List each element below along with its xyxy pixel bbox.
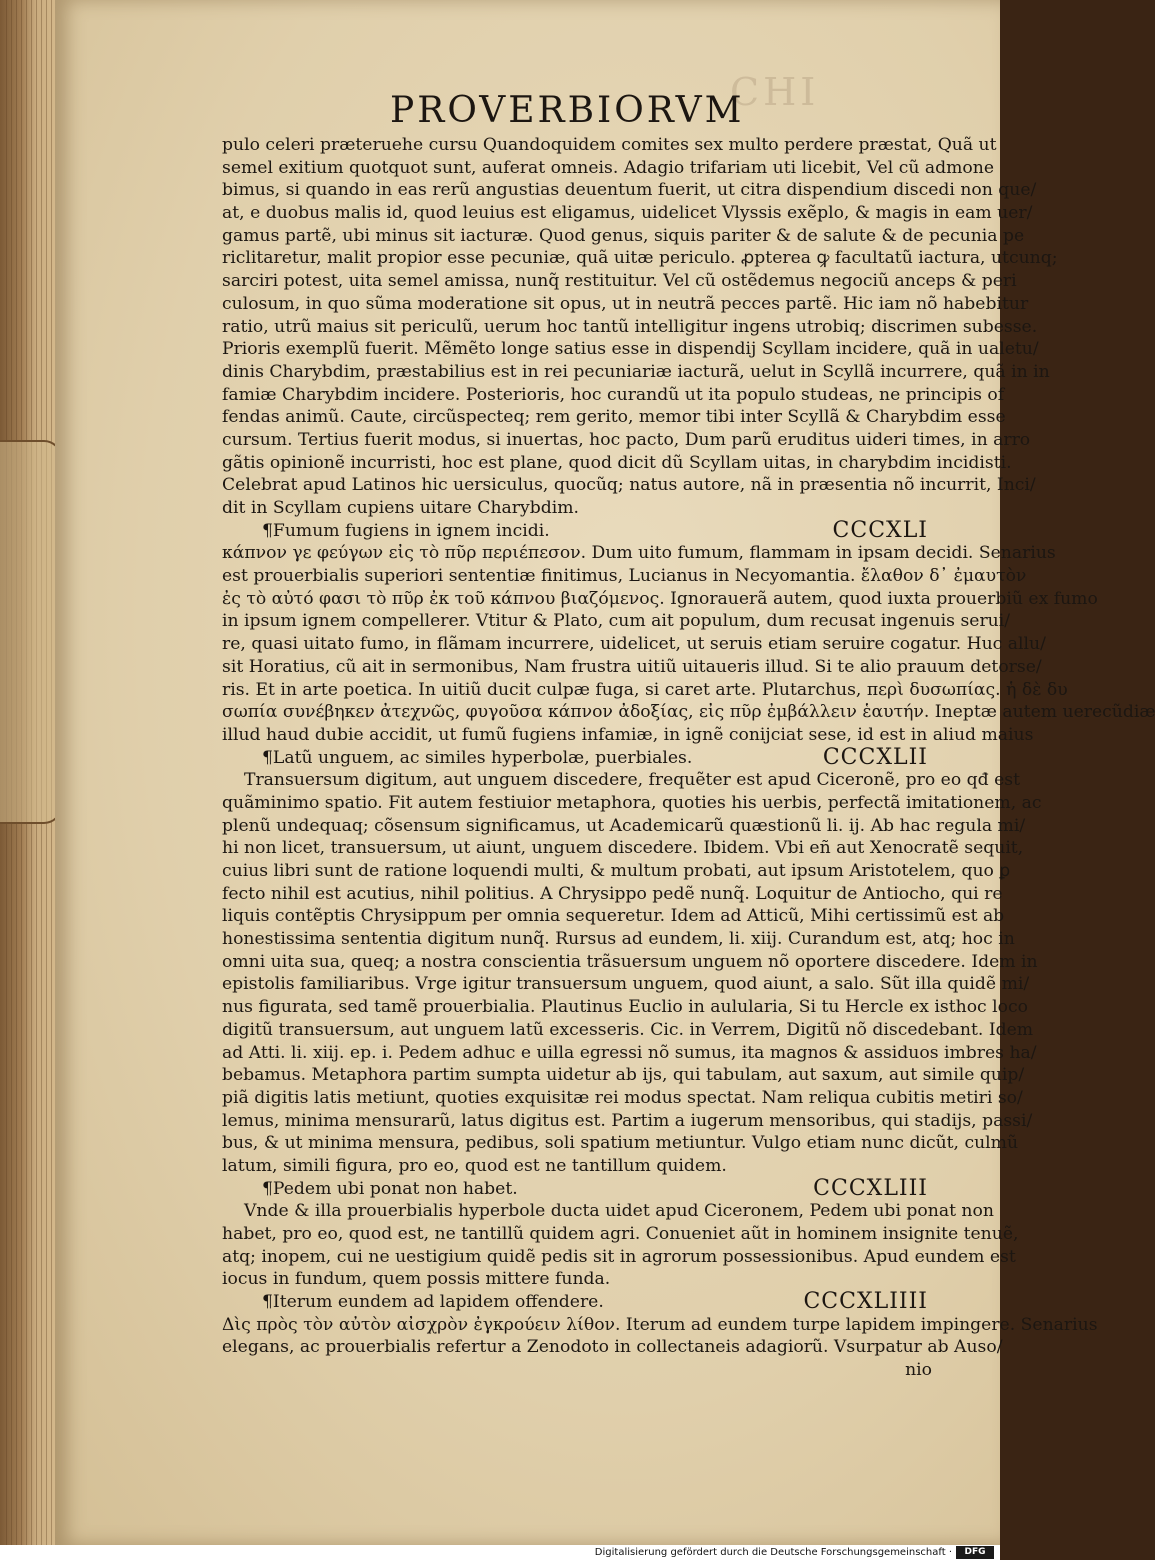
text-line: Transuersum digitum, aut unguem discedere, frequẽter est apud Ciceronẽ, pro eo qđ est [244,770,1021,791]
text-line: piã digitis latis metiunt, quoties exquisitæ rei modus spectat. Nam reliqua cubitis metiri so/ [222,1087,1023,1108]
text-line: ad Atti. li. xiij. ep. i. Pedem adhuc e uilla egressi nõ sumus, ita magnos & assiduos imbres ha/ [222,1042,1037,1063]
body-text [222,134,1155,1382]
dfg-logo: DFG [956,1546,994,1559]
text-line: bebamus. Metaphora partim sumpta uidetur ab ijs, qui tabulam, aut saxum, aut simile quip/ [222,1065,1025,1086]
text-line: sit Horatius, cũ ait in sermonibus, Nam frustra uitiũ uitaueris illud. Si te alio prauum detorse/ [222,656,1042,677]
text-line: quãminimo spatio. Fit autem festiuior metaphora, quoties his uerbis, perfectã imitationem, ac [222,792,1042,813]
text-line: Celebrat apud Latinos hic uersiculus, quocũq; natus autore, nã in præsentia nõ incurrit, Inci/ [222,475,1036,496]
text-line: habet, pro eo, quod est, ne tantillũ quidem agri. Conueniet aũt in hominem insignite tenuẽ, [222,1224,1019,1244]
section-heading [222,1291,938,1314]
text-line: cuius libri sunt de ratione loquendi multi, & multum probati, aut ipsum Aristotelem, quo ꝑ [222,861,1011,881]
text-line: dinis Charybdim, præstabilius est in rei pecuniariæ iacturã, uelut in Scyllã incurrere, quã in in [222,361,1050,382]
text-line: elegans, ac prouerbialis refertur a Zenodoto in collectaneis adagiorũ. Vsurpatur ab Auso/ [222,1337,1003,1358]
text-line: nus figurata, sed tamẽ prouerbialia. Plautinus Euclio in aulularia, Si tu Hercle ex isthoc loco [222,997,1028,1018]
heading-title: ¶Pedem ubi ponat non habet. [262,1178,518,1199]
text-line: fecto nihil est acutius, nihil politius. A Chrysippo pedẽ nunq̃. Loquitur de Antiocho, qui re [222,883,1003,904]
text-line: iocus in fundum, quem possis mittere funda. [222,1269,611,1290]
adage-number: CCCXLI [832,517,928,543]
footer-credit: Digitalisierung gefördert durch die Deutsche Forschungsgemeinschaft · [594,1547,952,1558]
adage-number: CCCXLIII [813,1175,928,1201]
text-line: famiæ Charybdim incidere. Posterioris, hoc curandũ ut ita populo studeas, ne principis of [222,384,1005,405]
text-line: semel exitium quotquot sunt, auferat omneis. Adagio trifariam uti licebit, Vel cũ admone [222,157,994,178]
adage-number: CCCXLII [822,744,928,770]
text-line: liquis contẽptis Chrysippum per omnia sequeretur. Idem ad Atticũ, Mihi certissimũ est ab [222,906,1005,927]
text-line: est prouerbialis superiori sententiæ finitimus, Lucianus in Necyomantia. ἔλαθον δ᾽ ἐμαυτὸν [222,566,1027,587]
text-line: lemus, minima mensurarũ, latus digitus est. Partim a iugerum mensoribus, qui stadijs, passi/ [222,1110,1033,1131]
text-line: culosum, in quo sũma moderatione sit opus, ut in neutrã pecces partẽ. Hic iam nõ habebitur [222,293,1029,314]
text-line: Prioris exemplũ fuerit. Mẽmẽto longe satius esse in dispendij Scyllam incidere, quã in ualetu/ [222,339,1039,360]
heading-title: ¶Iterum eundem ad lapidem offendere. [262,1292,604,1313]
text-line: σωπία συνέβηκεν ἀτεχνῶς, φυγοῦσα κάπνον ἀδοξίας, εἰς πῦρ ἐμβάλλειν ἑαυτήν. Ineptæ autem uerecũdiæ [222,702,1155,723]
text-line: ris. Et in arte poetica. In uitiũ ducit culpæ fuga, si caret arte. Plutarchus, περὶ δυσωπίας. ἡ δὲ δυ [222,679,1068,700]
text-line: honestissima sententia digitum nunq̃. Rursus ad eundem, li. xiij. Curandum est, atq; hoc in [222,929,1015,950]
bleed-through-text: CHI [730,70,820,114]
text-line: pulo celeri præteruehe cursu Quandoquidem comites sex multo perdere præstat, Quã ut [222,135,997,155]
text-line: at, e duobus malis id, quod leuius est eligamus, uidelicet Vlyssis exẽplo, & magis in eam uer/ [222,203,1033,224]
text-line: ἐς τὸ αὐτό φασι τὸ πῦρ ἐκ τοῦ κάπνου βιαζόμενος. Ignorauerã autem, quod iuxta prouerbiũ ex fumo [222,588,1098,609]
catchword: nio [905,1360,932,1381]
section-heading [222,517,938,543]
text-line: omni uita sua, queq; a nostra conscientia trãsuersum unguem nõ oportere discedere. Idem in [222,951,1038,972]
page-tab-mark [0,440,62,824]
text-line: re, quasi uitato fumo, in flãmam incurrere, uidelicet, ut seruis etiam seruire cogatur. Huc allu/ [222,634,1046,655]
text-line: Δὶς πρὸς τὸν αὐτὸν αἰσχρὸν ἐγκρούειν λίθον. Iterum ad eundem turpe lapidem impingere. Senarius [222,1314,1098,1335]
heading-title: ¶Latũ unguem, ac similes hyperbolæ, puerbiales. [262,747,693,768]
text-line: hi non licet, transuersum, ut aiunt, unguem discedere. Ibidem. Vbi eñ aut Xenocratẽ sequit, [222,838,1024,859]
text-line: plenũ undequaq; cõsensum significamus, ut Academicarũ quæstionũ li. ij. Ab hac regula mi/ [222,815,1026,836]
text-line: epistolis familiaribus. Vrge igitur transuersum unguem, quod aiunt, a salo. Sũt illa quidẽ mi/ [222,974,1030,995]
text-line: fendas animũ. Caute, circũspecteq; rem gerito, memor tibi inter Scyllã & Charybdim esse [222,407,1006,428]
text-line: latum, simili figura, pro eo, quod est ne tantillum quidem. [222,1155,727,1176]
text-line: atq; inopem, cui ne uestigium quidẽ pedis sit in agrorum possessionibus. Apud eundem est [222,1246,1016,1267]
text-line: bus, & ut minima mensura, pedibus, soli spatium metiuntur. Vulgo etiam nunc dicũt, culmũ [222,1133,1019,1154]
text-line: Vnde & illa prouerbialis hyperbole ducta uidet apud Ciceronem, Pedem ubi ponat non [244,1201,994,1222]
heading-title: ¶Fumum fugiens in ignem incidi. [262,520,550,541]
text-line: ratio, utrũ maius sit periculũ, uerum hoc tantũ intelligitur ingens utrobiq; discrimen subesse. [222,316,1038,337]
adage-number: CCCXLIIII [803,1289,928,1315]
text-line: κάπνον γε φεύγων εἰς τὸ πῦρ περιέπεσον. Dum uito fumum, flammam in ipsam decidi. Senarius [222,543,1056,564]
text-line: bimus, si quando in eas rerũ angustias deuentum fuerit, ut citra dispendium discedi non que/ [222,180,1037,201]
section-heading [222,744,938,770]
text-line: in ipsum ignem compellerer. Vtitur & Plato, cum ait populum, dum recusat ingenuis serui/ [222,611,1011,632]
section-heading [222,1175,938,1201]
text-line: riclitaretur, malit propior esse pecuniæ, quã uitæ periculo. ꝓpterea ꝙ facultatũ iactura, utcunq; [222,248,1058,269]
running-header: PROVERBIORVM [390,90,745,131]
text-line: cursum. Tertius fuerit modus, si inuertas, hoc pacto, Dum parũ eruditus uideri times, in arro [222,429,1031,450]
text-line: gamus partẽ, ubi minus sit iacturæ. Quod genus, siquis pariter & de salute & de pecunia pe [222,225,1025,246]
text-line: dit in Scyllam cupiens uitare Charybdim. [222,498,579,518]
text-line: sarciri potest, uita semel amissa, nunq̃ restituitur. Vel cũ ostẽdemus negociũ anceps & peri [222,271,1017,292]
text-line: digitũ transuersum, aut unguem latũ excesseris. Cic. in Verrem, Digitũ nõ discedebant. Idem [222,1019,1034,1040]
text-line: gãtis opinionẽ incurristi, hoc est plane, quod dicit dũ Scyllam uitas, in charybdim incidisti. [222,452,1012,473]
text-line: illud haud dubie accidit, ut fumũ fugiens infamiæ, in ignẽ conijciat sese, id est in aliud maius [222,724,1034,745]
